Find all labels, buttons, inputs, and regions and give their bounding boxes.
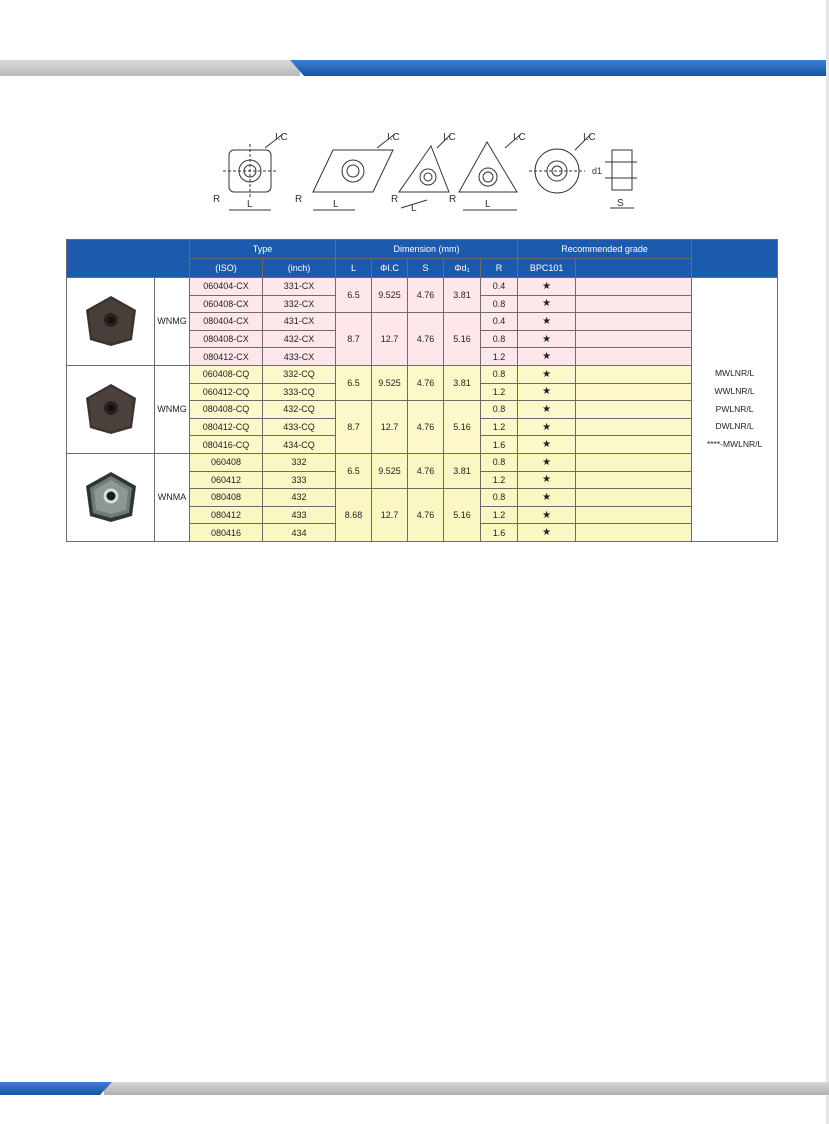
inch-code: 432-CX [263,330,336,348]
grade-star: ★ [518,348,576,366]
series-label: WNMG [155,278,190,366]
header-inch: (inch) [263,259,336,278]
holder-item: MWLNR/L [714,368,755,379]
insert-shape-diagrams [205,128,645,216]
dim-ic: 12.7 [372,401,408,454]
dim-s: 4.76 [408,365,444,400]
iso-code: 060412-CQ [190,383,263,401]
ic-label-2: I.C [387,132,400,143]
header-r: R [481,259,518,278]
header-ic: ΦI.C [372,259,408,278]
dim-ic: 9.525 [372,278,408,313]
grade-star: ★ [518,295,576,313]
grade-star: ★ [518,365,576,383]
dim-s: 4.76 [408,313,444,366]
dim-l: 8.7 [336,401,372,454]
iso-code: 080412 [190,506,263,524]
dim-l: 8.68 [336,489,372,542]
r-label-3: R [391,194,399,205]
dim-ic: 12.7 [372,489,408,542]
l-label-4: L [485,199,491,210]
ic-label-4: I.C [513,132,526,143]
holder-item: WWLNR/L [714,386,755,397]
r-label-1: R [213,194,221,205]
wnma-insert-icon [80,466,142,528]
iso-code: 060408 [190,453,263,471]
grade-blank [576,295,692,313]
dim-r: 1.2 [481,506,518,524]
dim-r: 0.8 [481,295,518,313]
grade-blank [576,330,692,348]
grade-blank [576,506,692,524]
inch-code: 333-CQ [263,383,336,401]
inch-code: 431-CX [263,313,336,331]
grade-blank [576,383,692,401]
l-label-3: L [411,203,417,214]
dim-s: 4.76 [408,489,444,542]
insert-image-cell [67,278,155,366]
dim-l: 6.5 [336,453,372,488]
iso-code: 080412-CX [190,348,263,366]
r-label-4: R [449,194,457,205]
header-iso: (ISO) [190,259,263,278]
dim-r: 1.2 [481,471,518,489]
dim-ic: 9.525 [372,453,408,488]
header-s: S [408,259,444,278]
top-blue-band [290,60,829,76]
dim-s: 4.76 [408,278,444,313]
dim-r: 0.4 [481,278,518,296]
inch-code: 434 [263,524,336,542]
dim-d1: 5.16 [444,401,481,454]
dim-r: 1.6 [481,436,518,454]
dim-r: 0.8 [481,453,518,471]
dim-ic: 9.525 [372,365,408,400]
ic-label-5: I.C [583,132,596,143]
grade-blank [576,436,692,454]
insert-spec-table [66,239,778,542]
grade-star: ★ [518,489,576,507]
grade-blank [576,524,692,542]
inch-code: 332 [263,453,336,471]
series-label: WNMA [155,453,190,541]
dim-r: 1.6 [481,524,518,542]
inch-code: 432-CQ [263,401,336,419]
iso-code: 080416-CQ [190,436,263,454]
table-row [67,453,778,471]
grade-star: ★ [518,401,576,419]
iso-code: 060404-CX [190,278,263,296]
header-d1: Φd₁ [444,259,481,278]
grade-star: ★ [518,418,576,436]
grade-blank [576,278,692,296]
dim-r: 0.4 [481,313,518,331]
grade-blank [576,348,692,366]
dim-r: 1.2 [481,348,518,366]
bottom-grey-band [104,1082,829,1095]
iso-code: 060408-CQ [190,365,263,383]
grade-blank [576,453,692,471]
inch-code: 433-CQ [263,418,336,436]
grade-blank [576,471,692,489]
dim-l: 6.5 [336,365,372,400]
header-l: L [336,259,372,278]
grade-blank [576,313,692,331]
grade-blank [576,489,692,507]
ic-label-1: I.C [275,132,288,143]
dim-d1: 5.16 [444,313,481,366]
iso-code: 080412-CQ [190,418,263,436]
grade-blank [576,365,692,383]
grade-star: ★ [518,383,576,401]
s-label: S [617,198,624,209]
ic-label-3: I.C [443,132,456,143]
inch-code: 432 [263,489,336,507]
iso-code: 080408 [190,489,263,507]
iso-code: 060408-CX [190,295,263,313]
grade-blank [576,401,692,419]
iso-code: 060412 [190,471,263,489]
inch-code: 331-CX [263,278,336,296]
l-label-1: L [247,199,253,210]
inch-code: 433 [263,506,336,524]
holder-item: DWLNR/L [715,421,754,432]
dim-d1: 5.16 [444,489,481,542]
dim-l: 6.5 [336,278,372,313]
r-label-2: R [295,194,303,205]
dim-s: 4.76 [408,401,444,454]
wnmg-cq-insert-icon [80,378,142,440]
holder-list [692,278,778,542]
insert-image-cell [67,453,155,541]
dim-d1: 3.81 [444,453,481,488]
grade-star: ★ [518,453,576,471]
grade-star: ★ [518,436,576,454]
header-grade-blank [576,259,692,278]
d1-label: d1 [592,166,603,176]
l-label-2: L [333,199,339,210]
dim-r: 0.8 [481,365,518,383]
inch-code: 333 [263,471,336,489]
top-grey-band [0,60,300,76]
grade-star: ★ [518,278,576,296]
dim-s: 4.76 [408,453,444,488]
wnmg-cx-insert-icon [80,290,142,352]
header-dimension: Dimension (mm) [336,240,518,259]
holder-item: PWLNR/L [715,403,754,414]
grade-star: ★ [518,524,576,542]
inch-code: 433-CX [263,348,336,366]
dim-r: 1.2 [481,383,518,401]
dim-r: 0.8 [481,489,518,507]
grade-star: ★ [518,313,576,331]
inch-code: 332-CQ [263,365,336,383]
dim-d1: 3.81 [444,365,481,400]
header-grade: BPC101 [518,259,576,278]
table-row [67,365,778,383]
iso-code: 080404-CX [190,313,263,331]
iso-code: 080416 [190,524,263,542]
iso-code: 080408-CX [190,330,263,348]
dim-d1: 3.81 [444,278,481,313]
insert-image-cell [67,365,155,453]
header-blank [67,240,190,278]
header-recommended: Recommended grade [518,240,692,259]
grade-star: ★ [518,506,576,524]
header-type: Type [190,240,336,259]
grade-star: ★ [518,471,576,489]
dim-r: 0.8 [481,401,518,419]
series-label: WNMG [155,365,190,453]
grade-star: ★ [518,330,576,348]
bottom-blue-band [0,1082,112,1095]
grade-blank [576,418,692,436]
inch-code: 332-CX [263,295,336,313]
dim-r: 0.8 [481,330,518,348]
dim-r: 1.2 [481,418,518,436]
holder-item: ****-MWLNR/L [706,438,763,449]
table-row [67,278,778,296]
header-holder [692,240,778,278]
inch-code: 434-CQ [263,436,336,454]
iso-code: 080408-CQ [190,401,263,419]
dim-ic: 12.7 [372,313,408,366]
dim-l: 8.7 [336,313,372,366]
